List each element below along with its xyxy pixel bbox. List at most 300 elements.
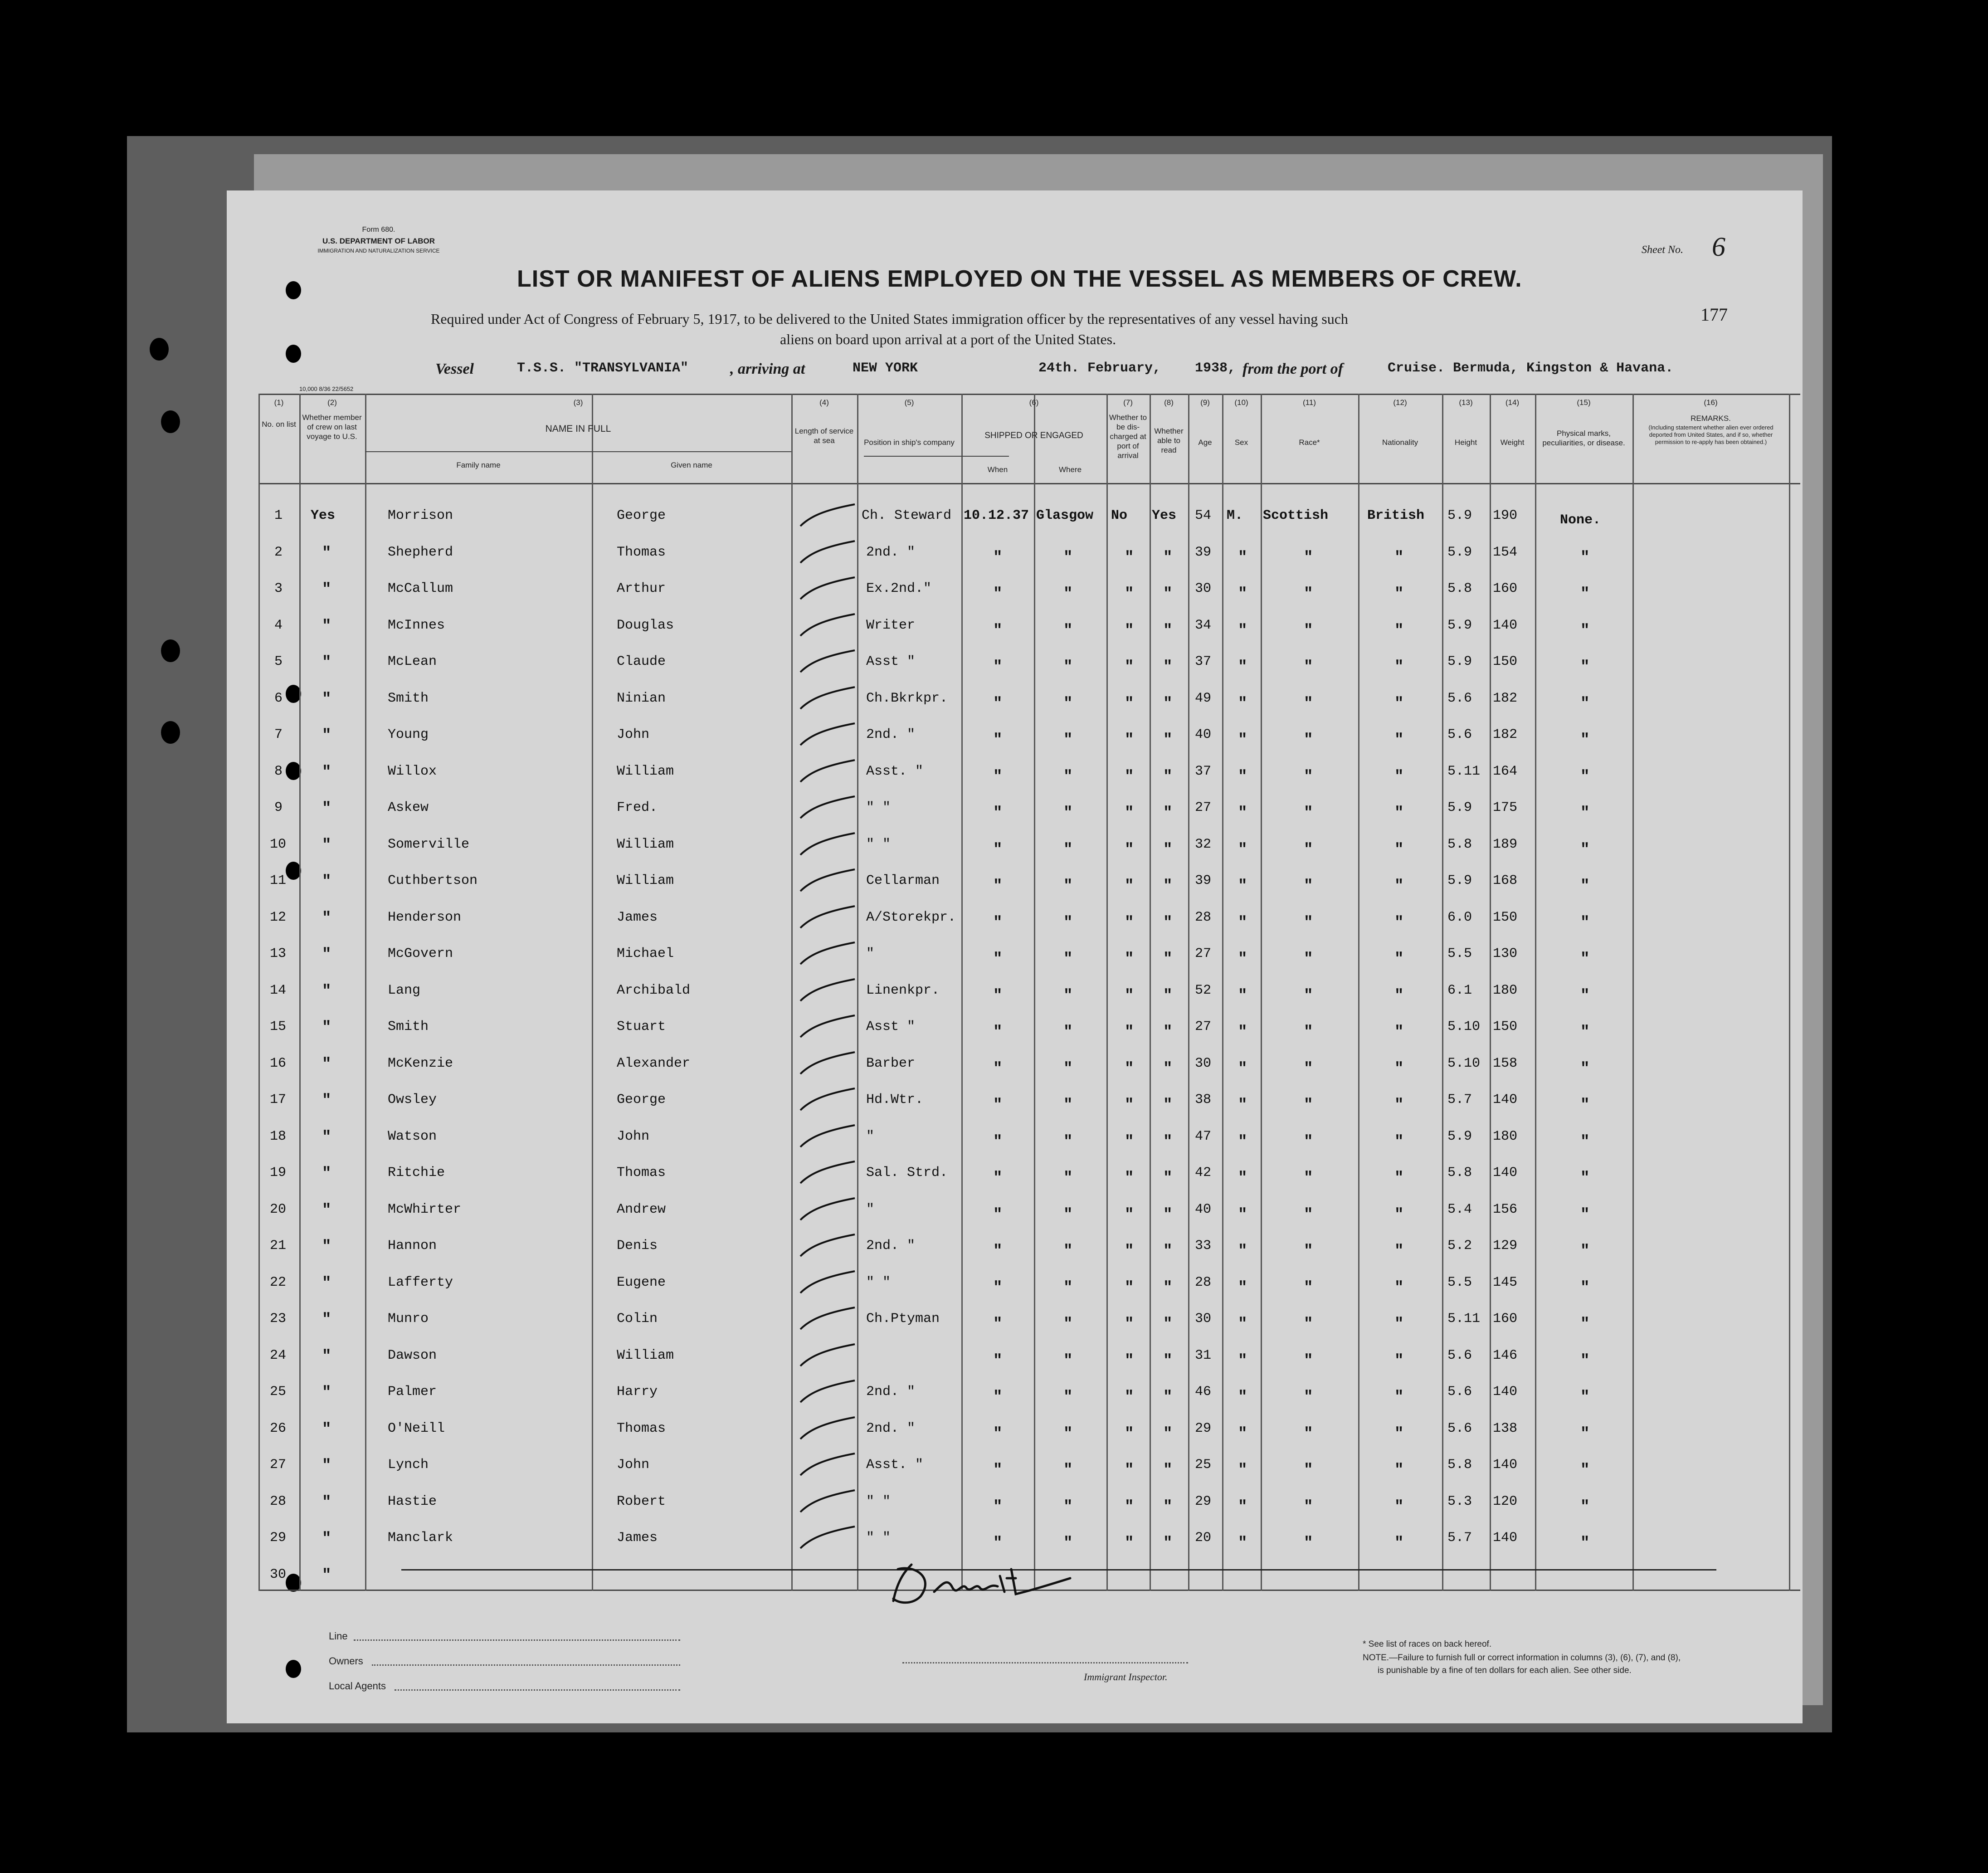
when-ditto: " bbox=[993, 1024, 1003, 1041]
sex-ditto: " bbox=[1238, 1243, 1247, 1260]
weight: 138 bbox=[1493, 1420, 1518, 1436]
position: Ch.Ptyman bbox=[866, 1311, 940, 1327]
inspector-label: Immigrant Inspector. bbox=[1084, 1671, 1168, 1683]
age: 52 bbox=[1195, 982, 1212, 998]
position: Ch. Steward bbox=[862, 508, 952, 523]
service-length-mark bbox=[796, 1047, 859, 1078]
read-ditto: " bbox=[1163, 549, 1173, 566]
race-ditto: " bbox=[1304, 914, 1313, 932]
where-ditto: " bbox=[1063, 805, 1073, 822]
when-ditto: " bbox=[993, 585, 1003, 603]
family-name: Watson bbox=[388, 1128, 437, 1144]
given-name: Colin bbox=[617, 1311, 658, 1327]
given-name: Claude bbox=[617, 654, 666, 669]
height: 5.8 bbox=[1447, 1457, 1472, 1473]
sex-ditto: " bbox=[1238, 695, 1247, 712]
binder-hole bbox=[286, 685, 301, 703]
race-ditto: " bbox=[1304, 768, 1313, 785]
weight: 146 bbox=[1493, 1347, 1518, 1363]
marks-ditto: " bbox=[1580, 1498, 1590, 1516]
marks-ditto: " bbox=[1580, 987, 1590, 1005]
column-rule bbox=[1222, 394, 1223, 1591]
discharged-ditto: " bbox=[1125, 878, 1134, 895]
height: 5.8 bbox=[1447, 836, 1472, 852]
crew-ditto: " bbox=[322, 873, 331, 890]
race-ditto: " bbox=[1304, 1060, 1313, 1078]
given-name: Thomas bbox=[617, 1420, 666, 1436]
row-number: 23 bbox=[270, 1311, 287, 1327]
service-length-mark bbox=[796, 1083, 859, 1115]
sex-ditto: " bbox=[1238, 1024, 1247, 1041]
crew-ditto: " bbox=[322, 836, 331, 854]
marks-ditto: " bbox=[1580, 1389, 1590, 1406]
crew-ditto: " bbox=[322, 690, 331, 708]
where-ditto: " bbox=[1063, 841, 1073, 858]
sex: M. bbox=[1227, 508, 1243, 523]
given-name: John bbox=[617, 727, 650, 742]
position: " bbox=[866, 1201, 875, 1217]
col-2-number: (2) bbox=[327, 398, 337, 407]
subtitle-line-1: Required under Act of Congress of February 5, 1917, to be delivered to the United States immigration officer by the representatives of any vessel having such bbox=[431, 311, 1348, 327]
age: 49 bbox=[1195, 690, 1212, 706]
line-field[interactable] bbox=[354, 1639, 680, 1641]
family-name: Cuthbertson bbox=[388, 873, 478, 888]
family-name: McCallum bbox=[388, 581, 453, 596]
weight: 168 bbox=[1493, 873, 1518, 888]
subtitle-line-2: aliens on board upon arrival at a port of the United States. bbox=[780, 331, 1116, 347]
where-ditto: " bbox=[1063, 658, 1073, 676]
col-shipped-header: SHIPPED OR ENGAGED bbox=[984, 431, 1083, 440]
weight: 180 bbox=[1493, 982, 1518, 998]
height: 5.6 bbox=[1447, 1347, 1472, 1363]
table-top-rule bbox=[258, 394, 1800, 395]
discharged-ditto: " bbox=[1125, 914, 1134, 932]
race-ditto: " bbox=[1304, 1206, 1313, 1224]
line-label: Line bbox=[329, 1630, 348, 1642]
arrival-date: 24th. February, bbox=[1038, 361, 1161, 376]
when-ditto: " bbox=[993, 549, 1003, 566]
height: 5.6 bbox=[1447, 690, 1472, 706]
given-name: William bbox=[617, 1347, 674, 1363]
nationality-ditto: " bbox=[1394, 841, 1404, 858]
crew-ditto: " bbox=[322, 1128, 331, 1146]
column-rule bbox=[299, 394, 301, 1591]
height: 5.6 bbox=[1447, 1384, 1472, 1400]
weight: 190 bbox=[1493, 508, 1518, 523]
position: Asst " bbox=[866, 1019, 916, 1034]
service-length-mark bbox=[796, 499, 859, 531]
height: 6.0 bbox=[1447, 909, 1472, 925]
where-ditto: " bbox=[1063, 987, 1073, 1005]
row-number: 19 bbox=[270, 1165, 287, 1180]
age: 54 bbox=[1195, 508, 1212, 523]
row-number: 10 bbox=[270, 836, 287, 852]
discharged-ditto: " bbox=[1125, 987, 1134, 1005]
crew-ditto: " bbox=[322, 1165, 331, 1182]
row-number: 8 bbox=[274, 763, 283, 779]
position: " bbox=[866, 1128, 875, 1144]
col-sex-header: Sex bbox=[1234, 438, 1248, 447]
crew-ditto: " bbox=[322, 1238, 331, 1255]
given-name: John bbox=[617, 1128, 650, 1144]
position: " bbox=[866, 946, 875, 961]
when-ditto: " bbox=[993, 1498, 1003, 1516]
weight: 158 bbox=[1493, 1055, 1518, 1071]
sex-ditto: " bbox=[1238, 585, 1247, 603]
service-length-mark bbox=[796, 1521, 859, 1553]
family-name: McKenzie bbox=[388, 1055, 453, 1071]
to-be-discharged: No bbox=[1111, 508, 1128, 523]
read-ditto: " bbox=[1163, 1462, 1173, 1479]
discharged-ditto: " bbox=[1125, 1352, 1134, 1370]
marks-ditto: " bbox=[1580, 914, 1590, 932]
binder-hole bbox=[286, 1574, 301, 1592]
family-name: McInnes bbox=[388, 617, 445, 633]
given-name: John bbox=[617, 1457, 650, 1473]
height: 5.8 bbox=[1447, 1165, 1472, 1180]
family-name: McGovern bbox=[388, 946, 453, 961]
column-rule bbox=[258, 394, 260, 1591]
weight: 182 bbox=[1493, 690, 1518, 706]
race-ditto: " bbox=[1304, 549, 1313, 566]
discharged-ditto: " bbox=[1125, 1170, 1134, 1187]
height: 5.10 bbox=[1447, 1055, 1481, 1071]
when-ditto: " bbox=[993, 1425, 1003, 1443]
sex-ditto: " bbox=[1238, 951, 1247, 968]
column-rule bbox=[791, 394, 793, 1591]
nationality: British bbox=[1367, 508, 1425, 523]
weight: 129 bbox=[1493, 1238, 1518, 1254]
read-ditto: " bbox=[1163, 1060, 1173, 1078]
read-ditto: " bbox=[1163, 805, 1173, 822]
position: " " bbox=[866, 1274, 891, 1290]
nationality-ditto: " bbox=[1394, 1389, 1404, 1406]
weight: 164 bbox=[1493, 763, 1518, 779]
marks-ditto: " bbox=[1580, 1060, 1590, 1078]
family-name: Lynch bbox=[388, 1457, 429, 1473]
position: 2nd. " bbox=[866, 1420, 916, 1436]
weight: 180 bbox=[1493, 1128, 1518, 1144]
crew-ditto: " bbox=[322, 1530, 331, 1547]
height: 5.9 bbox=[1447, 800, 1472, 815]
sex-ditto: " bbox=[1238, 1097, 1247, 1114]
row-number: 5 bbox=[274, 654, 283, 669]
weight: 189 bbox=[1493, 836, 1518, 852]
height: 5.10 bbox=[1447, 1019, 1481, 1034]
marks-ditto: " bbox=[1580, 1535, 1590, 1552]
nationality-ditto: " bbox=[1394, 914, 1404, 932]
read-ditto: " bbox=[1163, 1206, 1173, 1224]
age: 27 bbox=[1195, 946, 1212, 961]
col-given-name-header: Given name bbox=[671, 461, 712, 469]
age: 31 bbox=[1195, 1347, 1212, 1363]
discharged-ditto: " bbox=[1125, 695, 1134, 712]
when-ditto: " bbox=[993, 622, 1003, 639]
binder-hole bbox=[161, 721, 180, 744]
nationality-ditto: " bbox=[1394, 1462, 1404, 1479]
binder-hole bbox=[286, 1660, 301, 1678]
read-ditto: " bbox=[1163, 914, 1173, 932]
owners-field[interactable] bbox=[372, 1664, 680, 1666]
binder-hole bbox=[286, 345, 301, 363]
able-to-read: Yes bbox=[1152, 508, 1177, 523]
family-name: Hastie bbox=[388, 1493, 437, 1509]
owners-label: Owners bbox=[329, 1655, 363, 1667]
penalty-note-2: is punishable by a fine of ten dollars for each alien. See other side. bbox=[1378, 1666, 1632, 1675]
height: 5.7 bbox=[1447, 1092, 1472, 1107]
row-number: 9 bbox=[274, 800, 283, 815]
binder-hole bbox=[161, 639, 180, 662]
when-ditto: " bbox=[993, 695, 1003, 712]
col-height-header: Height bbox=[1454, 438, 1477, 447]
service-length-mark bbox=[796, 536, 859, 567]
sheet-label: Sheet No. bbox=[1642, 244, 1683, 256]
height: 5.9 bbox=[1447, 544, 1472, 560]
race-ditto: " bbox=[1304, 951, 1313, 968]
when-ditto: " bbox=[993, 1352, 1003, 1370]
inspector-signature-line bbox=[902, 1662, 1188, 1663]
where-ditto: " bbox=[1063, 1462, 1073, 1479]
weight: 160 bbox=[1493, 1311, 1518, 1327]
col-weight-header: Weight bbox=[1500, 438, 1525, 447]
given-name: Harry bbox=[617, 1384, 658, 1400]
family-name: Henderson bbox=[388, 909, 462, 925]
col-10-number: (10) bbox=[1234, 398, 1248, 407]
age: 38 bbox=[1195, 1092, 1212, 1107]
col-14-number: (14) bbox=[1505, 398, 1520, 407]
service-length-mark bbox=[796, 645, 859, 677]
where-ditto: " bbox=[1063, 914, 1073, 932]
weight: 140 bbox=[1493, 617, 1518, 633]
age: 28 bbox=[1195, 1274, 1212, 1290]
read-ditto: " bbox=[1163, 841, 1173, 858]
row-number: 15 bbox=[270, 1019, 287, 1034]
crew-ditto: " bbox=[322, 1384, 331, 1401]
manifest-sheet bbox=[227, 190, 1803, 1723]
discharged-ditto: " bbox=[1125, 585, 1134, 603]
where-ditto: " bbox=[1063, 1097, 1073, 1114]
when-ditto: " bbox=[993, 1133, 1003, 1151]
family-name: McLean bbox=[388, 654, 437, 669]
height: 5.9 bbox=[1447, 617, 1472, 633]
when-ditto: " bbox=[993, 732, 1003, 749]
crew-ditto: " bbox=[322, 800, 331, 817]
service-length-mark bbox=[796, 1156, 859, 1188]
age: 37 bbox=[1195, 763, 1212, 779]
position: Asst " bbox=[866, 654, 916, 669]
when-ditto: " bbox=[993, 768, 1003, 785]
print-code: 10,000 8/36 22/5652 bbox=[299, 385, 354, 392]
sex-ditto: " bbox=[1238, 1279, 1247, 1297]
local-agents-field[interactable] bbox=[395, 1689, 680, 1691]
race: Scottish bbox=[1263, 508, 1329, 523]
position: 2nd. " bbox=[866, 544, 916, 560]
height: 5.2 bbox=[1447, 1238, 1472, 1254]
discharged-ditto: " bbox=[1125, 1498, 1134, 1516]
discharged-ditto: " bbox=[1125, 549, 1134, 566]
family-name: Palmer bbox=[388, 1384, 437, 1400]
service-length-mark bbox=[796, 1302, 859, 1334]
age: 30 bbox=[1195, 1311, 1212, 1327]
service-length-mark bbox=[796, 1412, 859, 1444]
column-rule bbox=[1106, 394, 1108, 1591]
marks-ditto: " bbox=[1580, 768, 1590, 785]
race-ditto: " bbox=[1304, 1498, 1313, 1516]
family-name: Willox bbox=[388, 763, 437, 779]
race-ditto: " bbox=[1304, 1316, 1313, 1333]
race-ditto: " bbox=[1304, 695, 1313, 712]
nationality-ditto: " bbox=[1394, 1170, 1404, 1187]
read-ditto: " bbox=[1163, 951, 1173, 968]
row-number: 20 bbox=[270, 1201, 287, 1217]
from-port-label: from the port of bbox=[1242, 361, 1343, 377]
discharged-ditto: " bbox=[1125, 1389, 1134, 1406]
race-ditto: " bbox=[1304, 658, 1313, 676]
marks-ditto: " bbox=[1580, 1425, 1590, 1443]
height: 5.4 bbox=[1447, 1201, 1472, 1217]
when-ditto: " bbox=[993, 1170, 1003, 1187]
family-name: Smith bbox=[388, 690, 429, 706]
where-ditto: " bbox=[1063, 1243, 1073, 1260]
row-number: 1 bbox=[274, 508, 283, 523]
column-rule bbox=[1789, 394, 1790, 1591]
weight: 120 bbox=[1493, 1493, 1518, 1509]
marks-ditto: " bbox=[1580, 1133, 1590, 1151]
given-name: Andrew bbox=[617, 1201, 666, 1217]
crew-ditto: " bbox=[322, 1019, 331, 1036]
race-ditto: " bbox=[1304, 1535, 1313, 1552]
nationality-ditto: " bbox=[1394, 1133, 1404, 1151]
marks-ditto: " bbox=[1580, 1097, 1590, 1114]
given-name: Thomas bbox=[617, 544, 666, 560]
where-ditto: " bbox=[1063, 1024, 1073, 1041]
height: 5.5 bbox=[1447, 1274, 1472, 1290]
sex-ditto: " bbox=[1238, 987, 1247, 1005]
page-number: 177 bbox=[1701, 304, 1728, 325]
age: 27 bbox=[1195, 1019, 1212, 1034]
nationality-ditto: " bbox=[1394, 585, 1404, 603]
marks-ditto: " bbox=[1580, 1279, 1590, 1297]
row-number: 16 bbox=[270, 1055, 287, 1071]
age: 30 bbox=[1195, 1055, 1212, 1071]
family-name: Somerville bbox=[388, 836, 470, 852]
nationality-ditto: " bbox=[1394, 1316, 1404, 1333]
sex-ditto: " bbox=[1238, 1206, 1247, 1224]
column-rule bbox=[1358, 394, 1359, 1591]
sex-ditto: " bbox=[1238, 1535, 1247, 1552]
race-ditto: " bbox=[1304, 1389, 1313, 1406]
sex-ditto: " bbox=[1238, 658, 1247, 676]
nationality-ditto: " bbox=[1394, 1279, 1404, 1297]
row-number: 22 bbox=[270, 1274, 287, 1290]
position: 2nd. " bbox=[866, 727, 916, 742]
position: Asst. " bbox=[866, 1457, 924, 1473]
age: 33 bbox=[1195, 1238, 1212, 1254]
when-ditto: " bbox=[993, 1060, 1003, 1078]
crew-ditto: " bbox=[322, 581, 331, 598]
read-ditto: " bbox=[1163, 1316, 1173, 1333]
given-name: Eugene bbox=[617, 1274, 666, 1290]
marks-ditto: " bbox=[1580, 732, 1590, 749]
row-number: 28 bbox=[270, 1493, 287, 1509]
read-ditto: " bbox=[1163, 1535, 1173, 1552]
row-number: 17 bbox=[270, 1092, 287, 1107]
read-ditto: " bbox=[1163, 585, 1173, 603]
race-ditto: " bbox=[1304, 732, 1313, 749]
nationality-ditto: " bbox=[1394, 878, 1404, 895]
age: 34 bbox=[1195, 617, 1212, 633]
height: 5.9 bbox=[1447, 508, 1472, 523]
sex-ditto: " bbox=[1238, 1498, 1247, 1516]
where-ditto: " bbox=[1063, 1316, 1073, 1333]
race-ditto: " bbox=[1304, 1133, 1313, 1151]
read-ditto: " bbox=[1163, 622, 1173, 639]
read-ditto: " bbox=[1163, 658, 1173, 676]
col-crew-last-voyage-header: Whether member of crew on last voyage to U.S. bbox=[302, 413, 362, 441]
col-race-header: Race* bbox=[1299, 438, 1320, 447]
vessel-label: Vessel bbox=[435, 361, 474, 377]
col-read-header: Whether able to read bbox=[1154, 427, 1184, 454]
service-length-mark bbox=[796, 974, 859, 1005]
nationality-ditto: " bbox=[1394, 1024, 1404, 1041]
crew-ditto: " bbox=[322, 654, 331, 671]
height: 5.9 bbox=[1447, 873, 1472, 888]
age: 29 bbox=[1195, 1493, 1212, 1509]
marks-ditto: " bbox=[1580, 622, 1590, 639]
marks-ditto: " bbox=[1580, 841, 1590, 858]
marks-ditto: " bbox=[1580, 1170, 1590, 1187]
crew-ditto: " bbox=[322, 1457, 331, 1474]
row-number: 2 bbox=[274, 544, 283, 560]
position: Ch.Bkrkpr. bbox=[866, 690, 948, 706]
where-ditto: " bbox=[1063, 878, 1073, 895]
given-name: George bbox=[617, 508, 666, 523]
where-ditto: " bbox=[1063, 768, 1073, 785]
family-name: Hannon bbox=[388, 1238, 437, 1254]
when-ditto: " bbox=[993, 1206, 1003, 1224]
read-ditto: " bbox=[1163, 878, 1173, 895]
sex-ditto: " bbox=[1238, 622, 1247, 639]
nationality-ditto: " bbox=[1394, 1097, 1404, 1114]
arriving-port: NEW YORK bbox=[853, 361, 918, 376]
position: " " bbox=[866, 800, 891, 815]
discharged-ditto: " bbox=[1125, 1060, 1134, 1078]
discharged-ditto: " bbox=[1125, 951, 1134, 968]
race-ditto: " bbox=[1304, 1097, 1313, 1114]
marks-ditto: " bbox=[1580, 1352, 1590, 1370]
read-ditto: " bbox=[1163, 695, 1173, 712]
sex-ditto: " bbox=[1238, 1425, 1247, 1443]
where-ditto: " bbox=[1063, 1206, 1073, 1224]
height: 6.1 bbox=[1447, 982, 1472, 998]
col-12-number: (12) bbox=[1393, 398, 1407, 407]
given-name: Archibald bbox=[617, 982, 691, 998]
age: 28 bbox=[1195, 909, 1212, 925]
given-name: Michael bbox=[617, 946, 674, 961]
row-number: 4 bbox=[274, 617, 283, 633]
weight: 154 bbox=[1493, 544, 1518, 560]
where-ditto: " bbox=[1063, 1133, 1073, 1151]
height: 5.7 bbox=[1447, 1530, 1472, 1546]
position: Writer bbox=[866, 617, 916, 633]
family-name: McWhirter bbox=[388, 1201, 462, 1217]
age: 39 bbox=[1195, 544, 1212, 560]
read-ditto: " bbox=[1163, 987, 1173, 1005]
service-length-mark bbox=[796, 1339, 859, 1371]
col-5-number: (5) bbox=[904, 398, 914, 407]
given-name: William bbox=[617, 763, 674, 779]
column-rule bbox=[1034, 394, 1035, 1591]
